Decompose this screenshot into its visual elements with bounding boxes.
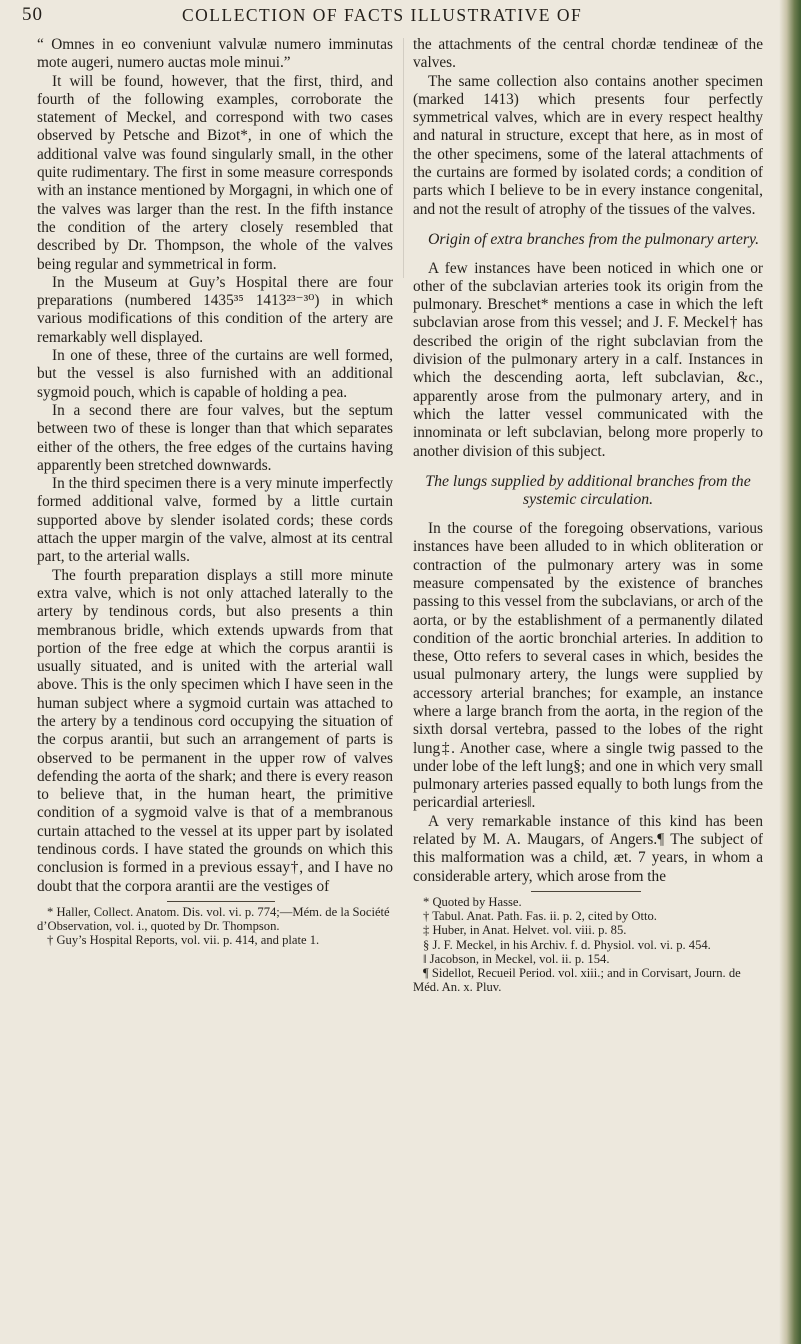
body-paragraph: It will be found, however, that the first, third, and fourth of the following examples, corroborate the statement of Meckel, and correspond with two cases observed by Petsche and Bizot*, in one of which the additional valve was found singularly small, in the other quite rudimentary. The first in some measure corresponds with an instance mentioned by Morgagni, in which one of the valves was larger than the rest. In the fifth instance the condition of the artery closely resembled that described by Dr. Thompson, the whole of the valves being regular and symmetrical in form. [37,72,393,273]
left-column [37,36,393,948]
continued-paragraph: the attachments of the central chordæ tendineæ of the valves. [413,36,763,72]
footnote: ¶ Sidellot, Recueil Period. vol. xiii.; and in Corvisart, Journ. de Méd. An. x. Pluv. [413,965,741,995]
footnote: * Haller, Collect. Anatom. Dis. vol. vi. p. 774;—Mém. de la Société d’Observation, vol. i., quoted by Dr. Thompson. [37,904,390,934]
gutter-shadow [403,38,404,278]
right-footnotes [413,895,763,994]
body-paragraph: In the third specimen there is a very minute imperfectly formed additional valve, formed by a little curtain supported above by slender isolated cords; these cords attach the upper margin of the valve, almost at its central part, to the arterial walls. [37,475,393,566]
footnote: ‖ Jacobson, in Meckel, vol. ii. p. 154. [423,951,610,966]
body-paragraph: The fourth preparation displays a still more minute extra valve, which is not only attached laterally to the artery by tendinous cords, but also presents a thin membranous bridle, which extends upwards from that portion of the free edge at which the corpus arantii is usually situated, and is united with the arterial wall above. This is the only specimen which I have seen in the human subject where a sygmoid curtain was attached to the artery by a tendinous cord occupying the situation of the corpus arantii, but such an arrangement of parts is observed to be permanent in the upper row of valves defending the aorta of the shark; and there is every reason to believe that, in the human heart, the primitive condition of a sygmoid valve is that of a membranous curtain attached to the vessel at its upper part by isolated tendinous cords. I have stated the grounds on which this conclusion is formed in a previous essay†, and I have no doubt that the corpora arantii are the vestiges of [37,566,393,895]
body-paragraph: In the Museum at Guy’s Hospital there are four preparations (numbered 1435³⁵ 1413²³⁻³⁰) in which various modifications of this condition of the artery are remarkably well displayed. [37,273,393,346]
footnote: † Guy’s Hospital Reports, vol. vii. p. 414, and plate 1. [47,933,320,948]
left-footnotes [37,905,393,948]
section-heading-lungs: The lungs supplied by additional branches from the systemic circulation. [425,472,751,509]
page-edge-shadow [779,0,801,1344]
body-paragraph: In one of these, three of the curtains are well formed, but the vessel is also furnished with an additional sygmoid pouch, which is capable of holding a pea. [37,347,393,401]
footnote: § J. F. Meckel, in his Archiv. f. d. Physiol. vol. vi. p. 454. [423,937,711,952]
body-paragraph: The same collection also contains another specimen (marked 1413) which presents four perfectly symmetrical valves, which are in every respect healthy and natural in structure, except that here, as in most of the other specimens, some of the lateral attachments of the curtains are formed by isolated cords; a condition of parts which I believe to be in every instance congenital, and not the result of atrophy of the tissues of the valves. [413,72,763,218]
footnote-rule [167,901,275,902]
right-column [413,36,763,994]
running-title: COLLECTION OF FACTS ILLUSTRATIVE OF [182,5,583,25]
body-paragraph: In a second there are four valves, but the septum between two of these is longer than that which separates either of the others, the free edges of the curtains having apparently been stretched downwards. [37,401,393,474]
running-header [22,4,767,30]
body-paragraph: A few instances have been noticed in which one or other of the subclavian arteries took its origin from the pulmonary. Breschet* mentions a case in which the left subclavian arose from this vessel; and J. F. Meckel† has described the origin of the right subclavian from the division of the pulmonary artery in a calf. Instances in which the descending aorta, left subclavian, &c., apparently arose from the pulmonary artery, and in which the latter vessel communicated with the innominata or left subclavian, belong more properly to another division of this subject. [413,259,763,460]
section-heading-origin: Origin of extra branches from the pulmonary artery. [428,230,760,248]
footnote: ‡ Huber, in Anat. Helvet. vol. viii. p. 85. [423,923,627,938]
body-paragraph: In the course of the foregoing observations, various instances have been alluded to in which obliteration or contraction of the pulmonary artery was in some measure compensated by the existence of branches passing to this vessel from the subclavians, or arch of the aorta, or by the establishment of a permanently dilated condition of the aortic bronchial arteries. In addition to these, Otto refers to several cases in which, besides the usual pulmonary artery, the lungs were supplied by accessory arterial branches; for example, an instance where a large branch from the aorta, in the region of the sixth dorsal vertebra, passed to the lobes of the right lung‡. Another case, where a single twig passed to the under lobe of the left lung§; and one in which very small pulmonary arteries passed equally to both lungs from the pericardial arteries‖. [413,520,763,812]
body-paragraph: A very remarkable instance of this kind has been related by M. A. Maugars, of Angers.¶ The subject of this malformation was a child, æt. 7 years, in whom a considerable artery, which arose from the [413,812,763,885]
quotation-paragraph: “ Omnes in eo conveniunt valvulæ numero imminutas mote augeri, numero auctas mole minui.” [37,36,393,72]
footnote-rule [531,891,641,892]
page-number: 50 [22,4,43,25]
footnote: † Tabul. Anat. Path. Fas. ii. p. 2, cited by Otto. [423,909,657,924]
footnote: * Quoted by Hasse. [423,894,522,909]
